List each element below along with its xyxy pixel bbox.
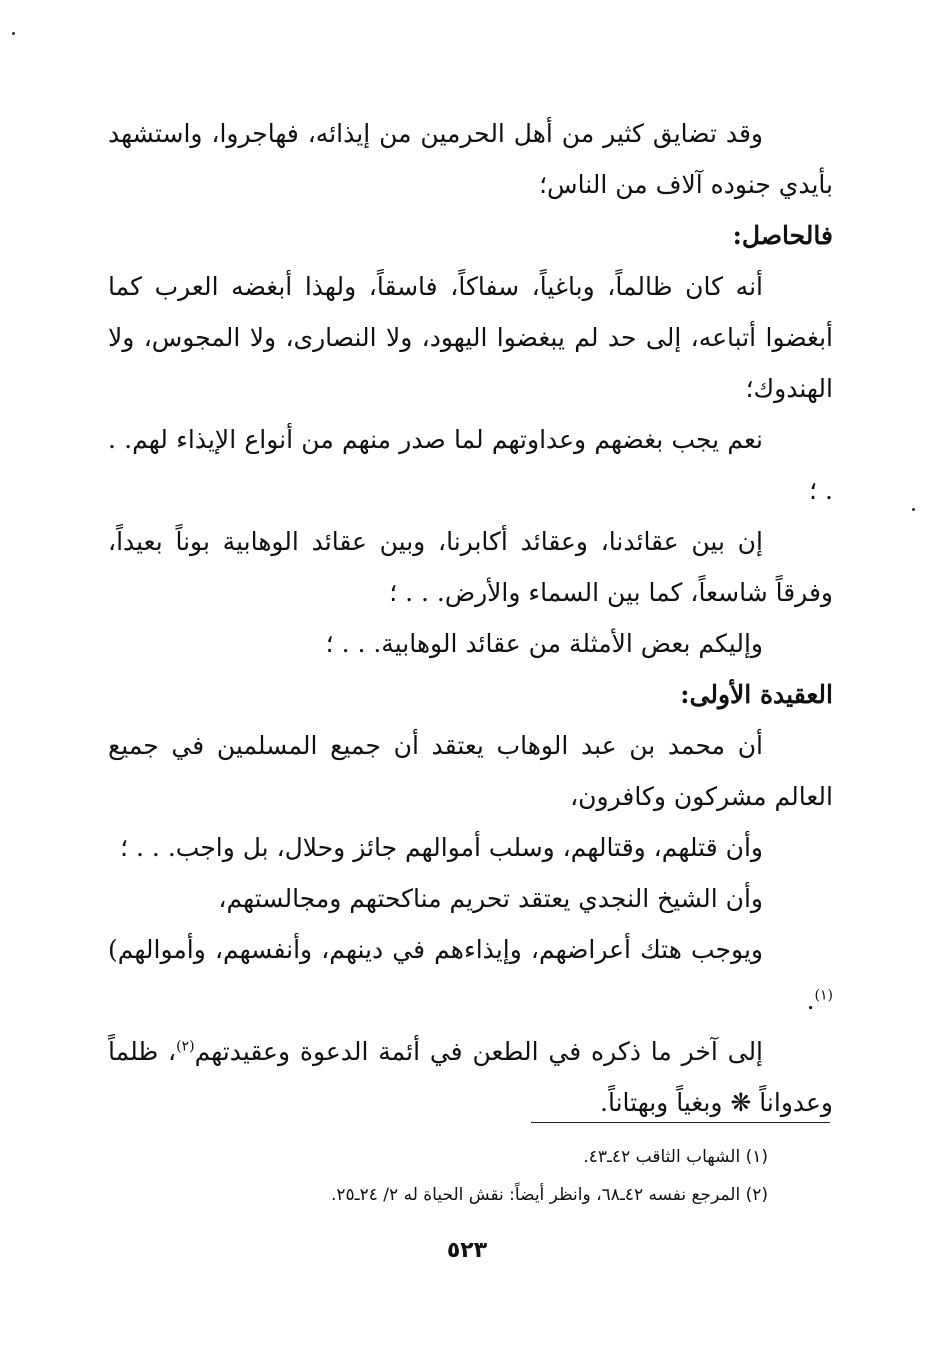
paragraph-2: أنه كان ظالماً، وباغياً، سفاكاً، فاسقاً، ولهذا أبغضه العرب كما أبغضوا أتباعه، إلى حد لم يبغضوا اليهود، ولا النصارى، ولا المجوس، ولا الهندوك؛ (108, 272, 833, 403)
paragraph-9-text: ويوجب هتك أعراضهم، وإيذاءهم في دينهم، وأنفسهم، وأموالهم) (108, 935, 763, 964)
paragraph-8: وأن الشيخ النجدي يعتقد تحريم مناكحتهم ومجالستهم، (218, 884, 763, 913)
scan-speck (12, 32, 15, 35)
footnote-1: (١) الشهاب الثاقب ٤٢ـ٤٣. (583, 1147, 768, 1167)
main-text (108, 108, 833, 1128)
footnote-2: (٢) المرجع نفسه ٤٢ـ٦٨، وانظر أيضاً: نقش الحياة له ٢/ ٢٤ـ٢٥. (330, 1185, 768, 1205)
heading-conclusion: فالحاصل: (732, 221, 833, 250)
paragraph-9 (108, 924, 833, 1026)
paragraph-4: إن بين عقائدنا، وعقائد أكابرنا، وبين عقائد الوهابية بوناً بعيداً، وفرقاً شاسعاً، كما بين السماء والأرض. . . ؛ (108, 527, 833, 607)
paragraph-10-text: إلى آخر ما ذكره في الطعن في أئمة الدعوة وعقيدتهم (194, 1037, 764, 1066)
paragraph-5: وإليكم بعض الأمثلة من عقائد الوهابية. . . ؛ (325, 629, 763, 658)
paragraph-10 (108, 1026, 833, 1128)
scan-speck (912, 508, 915, 511)
paragraph-1: وقد تضايق كثير من أهل الحرمين من إيذائه، فهاجروا، واستشهد بأيدي جنوده آلاف من الناس؛ (108, 119, 833, 199)
footnote-ref-1[interactable]: (١) (814, 987, 833, 1004)
paragraph-6: أن محمد بن عبد الوهاب يعتقد أن جميع المسلمين في جميع العالم مشركون وكافرون، (108, 731, 833, 811)
paragraph-10-tail: ، ظلماً وعدواناً ❋ وبغياً وبهتاناً. (108, 1037, 833, 1117)
heading-first-creed: العقيدة الأولى: (680, 680, 833, 709)
paragraph-7: وأن قتلهم، وقتالهم، وسلب أموالهم جائز وحلال، بل واجب. . . ؛ (120, 833, 763, 862)
page-number: ٥٢٣ (446, 1238, 488, 1263)
footnotes (108, 1138, 768, 1214)
paragraph-3: نعم يجب بغضهم وعداوتهم لما صدر منهم من أنواع الإيذاء لهم. . . ؛ (108, 425, 833, 505)
footnote-ref-2[interactable]: (٢) (176, 1038, 195, 1055)
paragraph-9-tail: . (806, 986, 815, 1015)
footnote-separator (531, 1122, 830, 1123)
